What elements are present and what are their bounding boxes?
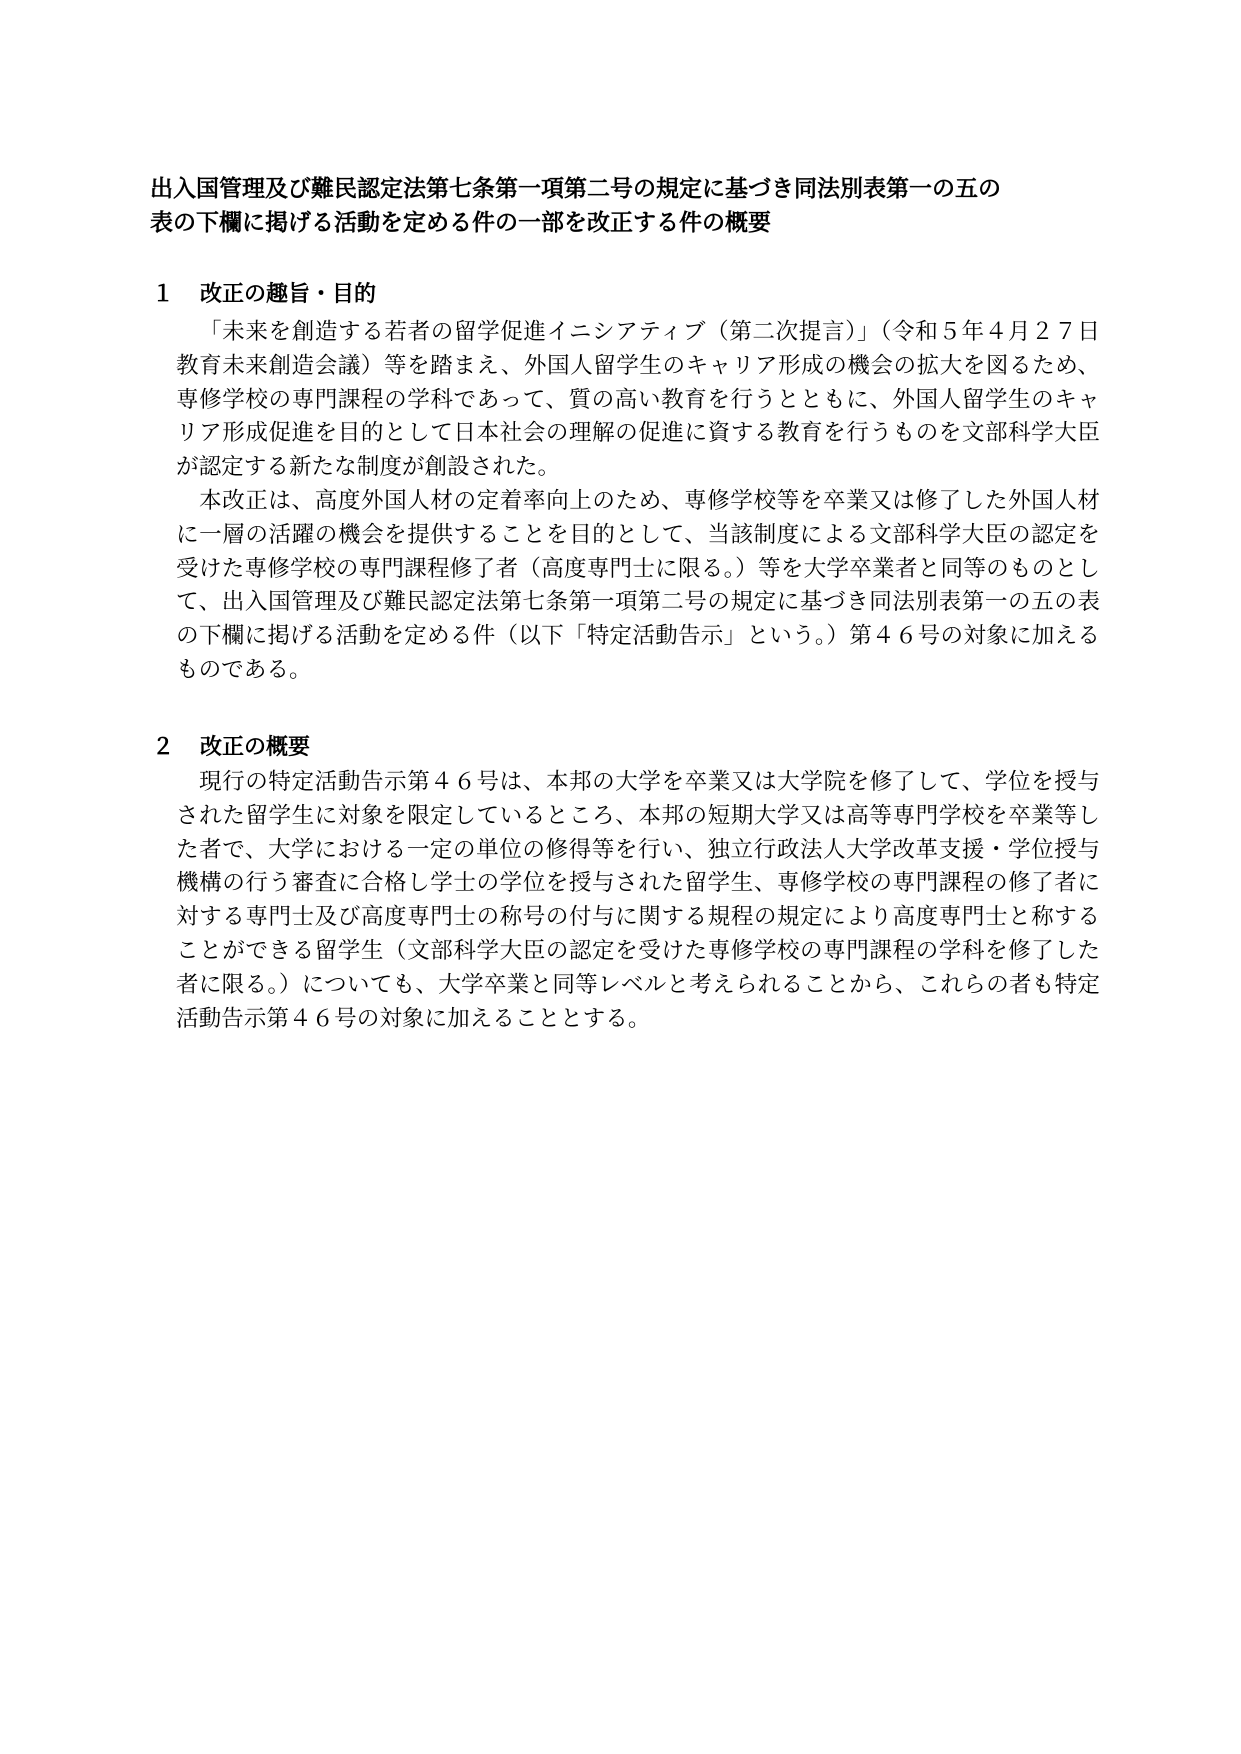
document-title bbox=[150, 172, 1100, 240]
section-1-title: 改正の趣旨・目的 bbox=[200, 282, 377, 307]
section-2-heading bbox=[152, 733, 310, 763]
section-2-title: 改正の概要 bbox=[200, 735, 311, 760]
section-2-number: ２ bbox=[152, 735, 175, 760]
title-line-1: 出入国管理及び難民認定法第七条第一項第二号の規定に基づき同法別表第一の五の bbox=[150, 176, 1001, 202]
section-1-body bbox=[176, 316, 1100, 688]
section-1-paragraph-1: 「未来を創造する若者の留学促進イニシアティブ（第二次提言）」（令和５年４月２７日教育未来創造会議）等を踏まえ、外国人留学生のキャリア形成の機会の拡大を図るため、専修学校の専門課程の学科であって、質の高い教育を行うとともに、外国人留学生のキャリア形成促進を目的として日本社会の理解の促進に資する教育を行うものを文部科学大臣が認定する新たな制度が創設された。 bbox=[176, 319, 1100, 481]
section-2-paragraph-1: 現行の特定活動告示第４６号は、本邦の大学を卒業又は大学院を修了して、学位を授与された留学生に対象を限定しているところ、本邦の短期大学又は高等専門学校を卒業等した者で、大学における一定の単位の修得等を行い、独立行政法人大学改革支援・学位授与機構の行う審査に合格し学士の学位を授与された留学生、専修学校の専門課程の修了者に対する専門士及び高度専門士の称号の付与に関する規程の規定により高度専門士と称することができる留学生（文部科学大臣の認定を受けた専修学校の専門課程の学科を修了した者に限る。）についても、大学卒業と同等レベルと考えられることから、これらの者も特定活動告示第４６号の対象に加えることとする。 bbox=[176, 769, 1100, 1032]
section-1-heading bbox=[152, 280, 376, 310]
title-line-2: 表の下欄に掲げる活動を定める件の一部を改正する件の概要 bbox=[150, 210, 771, 236]
section-2-body bbox=[176, 766, 1100, 1036]
section-1-number: １ bbox=[152, 282, 175, 307]
section-1-paragraph-2: 本改正は、高度外国人材の定着率向上のため、専修学校等を卒業又は修了した外国人材に一層の活躍の機会を提供することを目的として、当該制度による文部科学大臣の認定を受けた専修学校の専門課程修了者（高度専門士に限る。）等を大学卒業者と同等のものとして、出入国管理及び難民認定法第七条第一項第二号の規定に基づき同法別表第一の五の表の下欄に掲げる活動を定める件（以下「特定活動告示」という。）第４６号の対象に加えるものである。 bbox=[176, 487, 1100, 683]
